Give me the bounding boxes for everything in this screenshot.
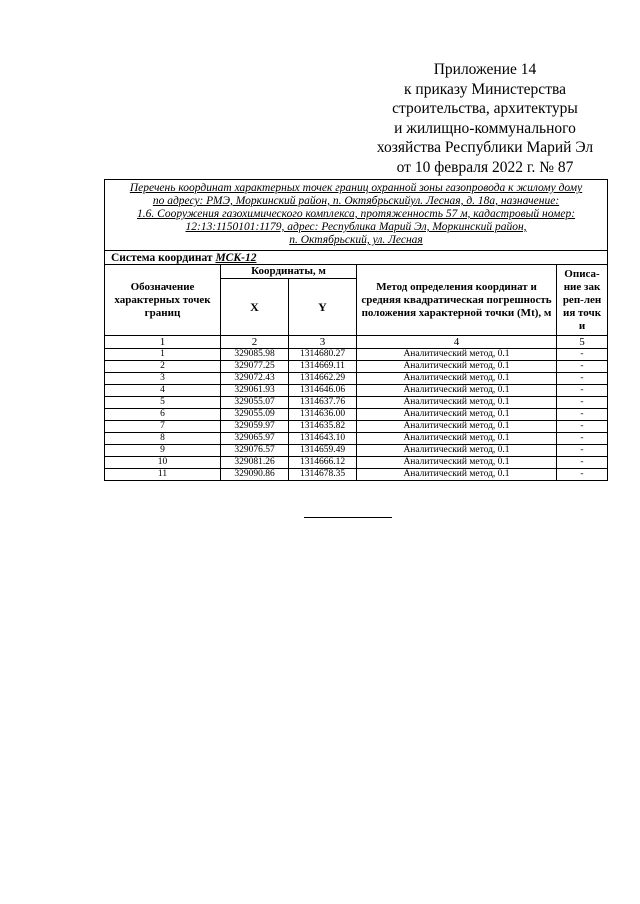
point-number-cell: 5 [105,397,221,409]
method-cell: Аналитический метод, 0.1 [357,409,557,421]
method-cell: Аналитический метод, 0.1 [357,385,557,397]
table-row [105,373,608,385]
x-coordinate-cell: 329061.93 [221,385,289,397]
appendix-header [340,60,630,177]
table-row [105,469,608,481]
x-coordinate-cell: 329065.97 [221,433,289,445]
method-cell: Аналитический метод, 0.1 [357,373,557,385]
coord-system-value: МСК-12 [215,251,257,264]
header-point-designation: Обозначение характерных точек границ [105,265,221,336]
method-cell: Аналитический метод, 0.1 [357,421,557,433]
y-coordinate-cell: 1314669.11 [289,361,357,373]
table-title-line: по адресу: РМЭ, Моркинский район, п. Октябрьскийул. Лесная, д. 18а, назначение: [152,195,560,207]
table-title-line: 1.6. Сооружения газохимического комплекса, протяженность 57 м, кадастровый номер: [136,208,576,220]
y-coordinate-cell: 1314680.27 [289,349,357,361]
point-number-cell: 11 [105,469,221,481]
table-row [105,349,608,361]
description-cell: - [557,373,608,385]
table-row [105,397,608,409]
method-cell: Аналитический метод, 0.1 [357,469,557,481]
description-cell: - [557,397,608,409]
header-y: Y [289,279,357,336]
y-coordinate-cell: 1314678.35 [289,469,357,481]
header-x: X [221,279,289,336]
description-cell: - [557,409,608,421]
description-cell: - [557,349,608,361]
description-cell: - [557,361,608,373]
column-number-row [105,336,608,349]
method-cell: Аналитический метод, 0.1 [357,457,557,469]
y-coordinate-cell: 1314659.49 [289,445,357,457]
point-number-cell: 7 [105,421,221,433]
point-number-cell: 1 [105,349,221,361]
method-cell: Аналитический метод, 0.1 [357,445,557,457]
x-coordinate-cell: 329055.07 [221,397,289,409]
point-number-cell: 8 [105,433,221,445]
description-cell: - [557,421,608,433]
description-cell: - [557,445,608,457]
appendix-line: Приложение 14 [433,61,537,78]
table-row [105,361,608,373]
column-number: 3 [289,336,357,349]
coord-system-label: Система координат [111,251,216,264]
y-coordinate-cell: 1314636.00 [289,409,357,421]
y-coordinate-cell: 1314637.76 [289,397,357,409]
table-row [105,445,608,457]
y-coordinate-cell: 1314635.82 [289,421,357,433]
column-number: 1 [105,336,221,349]
x-coordinate-cell: 329072.43 [221,373,289,385]
description-cell: - [557,469,608,481]
appendix-line: и жилищно-коммунального [394,119,576,137]
x-coordinate-cell: 329076.57 [221,445,289,457]
y-coordinate-cell: 1314662.29 [289,373,357,385]
appendix-line: к приказу Министерства [404,80,566,98]
header-description-text: Описа-ние закреп-ления точки [562,267,602,332]
y-coordinate-cell: 1314643.10 [289,433,357,445]
column-number: 2 [221,336,289,349]
header-coordinates: Координаты, м [221,265,357,279]
column-number: 5 [557,336,608,349]
appendix-line: от 10 февраля 2022 г. № 87 [396,158,574,176]
y-coordinate-cell: 1314666.12 [289,457,357,469]
table-row [105,409,608,421]
table-title-line: 12:13:1150101:1179, адрес: Республика Марий Эл, Моркинский район, [185,221,527,233]
table-title-line: п. Октябрьский, ул. Лесная [289,234,423,246]
point-number-cell: 6 [105,409,221,421]
x-coordinate-cell: 329090.86 [221,469,289,481]
point-number-cell: 4 [105,385,221,397]
method-cell: Аналитический метод, 0.1 [357,433,557,445]
column-number: 4 [357,336,557,349]
y-coordinate-cell: 1314646.06 [289,385,357,397]
header-description [557,265,608,336]
table-row [105,421,608,433]
point-number-cell: 3 [105,373,221,385]
description-cell: - [557,385,608,397]
point-number-cell: 10 [105,457,221,469]
table-title-line: Перечень координат характерных точек границ охранной зоны газопровода к жилому дому [129,182,583,194]
method-cell: Аналитический метод, 0.1 [357,361,557,373]
description-cell: - [557,433,608,445]
table-row [105,385,608,397]
coord-system [105,251,608,265]
x-coordinate-cell: 329055.09 [221,409,289,421]
table-row [105,457,608,469]
signature-rule [304,517,392,518]
description-cell: - [557,457,608,469]
appendix-line: хозяйства Республики Марий Эл [376,139,594,156]
header-row [105,265,608,279]
coord-system-row [105,251,608,265]
x-coordinate-cell: 329077.25 [221,361,289,373]
table-row [105,433,608,445]
table-title [105,180,608,251]
x-coordinate-cell: 329085.98 [221,349,289,361]
appendix-line: строительства, архитектуры [392,100,578,117]
method-cell: Аналитический метод, 0.1 [357,349,557,361]
point-number-cell: 2 [105,361,221,373]
table-title-row [105,180,608,251]
header-method: Метод определения координат и средняя квадратическая погрешность положения характерной точки (Mt), м [357,265,557,336]
x-coordinate-cell: 329081.26 [221,457,289,469]
method-cell: Аналитический метод, 0.1 [357,397,557,409]
coordinates-table [104,179,608,481]
point-number-cell: 9 [105,445,221,457]
x-coordinate-cell: 329059.97 [221,421,289,433]
